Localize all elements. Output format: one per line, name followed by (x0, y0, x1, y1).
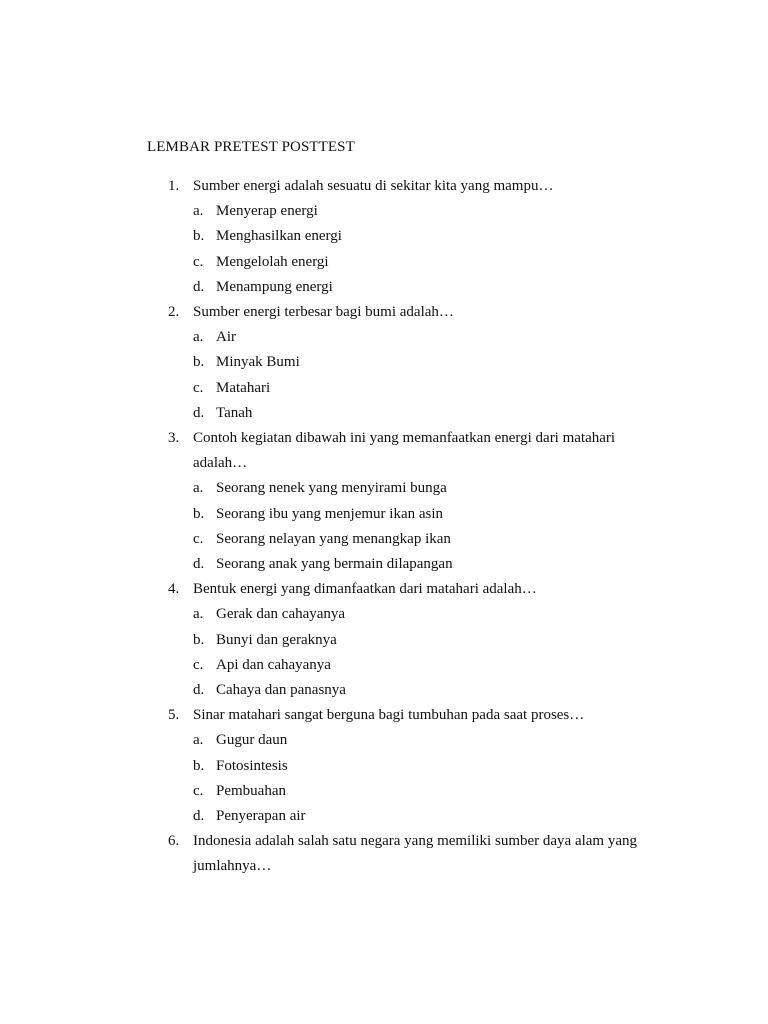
answer-option (0, 628, 768, 653)
option-letter: a. (193, 329, 204, 346)
option-list (0, 325, 768, 426)
option-letter: d. (193, 556, 205, 573)
question-item (0, 829, 768, 879)
answer-option (0, 401, 768, 426)
option-text: Menghasilkan energi (216, 228, 342, 245)
option-letter: c. (193, 253, 204, 270)
option-letter: b. (193, 631, 205, 648)
option-text: Seorang nelayan yang menangkap ikan (216, 530, 451, 547)
question-item (0, 174, 768, 300)
option-text: Gerak dan cahayanya (216, 606, 346, 623)
question-number: 5. (168, 707, 180, 724)
option-letter: d. (193, 682, 205, 699)
question-line (0, 577, 768, 602)
answer-option (0, 476, 768, 501)
question-number: 4. (168, 581, 180, 598)
question-number: 6. (168, 833, 180, 850)
question-text: Sumber energi adalah sesuatu di sekitar kita yang mampu… (193, 178, 554, 194)
question-number: 2. (168, 304, 180, 321)
option-text: Menyerap energi (216, 203, 318, 220)
option-letter: d. (193, 808, 205, 825)
option-letter: a. (193, 732, 204, 749)
option-letter: c. (193, 379, 204, 396)
question-item (0, 426, 768, 577)
question-item (0, 300, 768, 426)
option-text: Bunyi dan geraknya (216, 631, 337, 648)
option-letter: a. (193, 480, 204, 497)
question-text: Sumber energi terbesar bagi bumi adalah… (193, 304, 454, 321)
question-list (0, 174, 768, 880)
answer-option (0, 678, 768, 703)
answer-option (0, 199, 768, 224)
option-letter: c. (193, 782, 204, 799)
question-line (0, 300, 768, 325)
question-line (0, 829, 768, 879)
answer-option (0, 325, 768, 350)
option-letter: b. (193, 228, 205, 245)
answer-option (0, 552, 768, 577)
question-text: Contoh kegiatan dibawah ini yang memanfaatkan energi dari matahari adalah… (193, 430, 616, 472)
answer-option (0, 275, 768, 300)
answer-option (0, 376, 768, 401)
question-line (0, 703, 768, 728)
question-item (0, 703, 768, 829)
answer-option (0, 224, 768, 249)
question-number: 1. (168, 178, 180, 194)
option-letter: c. (193, 656, 204, 673)
option-list (0, 602, 768, 703)
option-text: Seorang nenek yang menyirami bunga (216, 480, 447, 497)
option-text: Penyerapan air (216, 808, 306, 825)
option-text: Gugur daun (216, 732, 288, 749)
option-letter: d. (193, 278, 205, 295)
option-text: Pembuahan (216, 782, 286, 799)
option-text: Minyak Bumi (216, 354, 300, 371)
question-line (0, 174, 768, 199)
answer-option (0, 653, 768, 678)
option-letter: b. (193, 505, 205, 522)
option-text: Tanah (216, 404, 253, 421)
answer-option (0, 602, 768, 627)
question-line (0, 426, 768, 476)
answer-option (0, 502, 768, 527)
option-text: Api dan cahayanya (216, 656, 331, 673)
answer-option (0, 527, 768, 552)
answer-option (0, 779, 768, 804)
option-text: Seorang anak yang bermain dilapangan (216, 556, 453, 573)
answer-option (0, 250, 768, 275)
question-text: Indonesia adalah salah satu negara yang memiliki sumber daya alam yang jumlahnya… (193, 833, 638, 875)
option-text: Menampung energi (216, 278, 333, 295)
document-title: LEMBAR PRETEST POSTTEST (147, 139, 355, 155)
answer-option (0, 350, 768, 375)
option-list (0, 199, 768, 300)
question-text: Bentuk energi yang dimanfaatkan dari matahari adalah… (193, 581, 537, 598)
option-text: Matahari (216, 379, 271, 396)
option-letter: d. (193, 404, 205, 421)
option-text: Seorang ibu yang menjemur ikan asin (216, 505, 444, 522)
question-text: Sinar matahari sangat berguna bagi tumbuhan pada saat proses… (193, 707, 585, 724)
option-list (0, 476, 768, 577)
option-text: Fotosintesis (216, 757, 288, 774)
answer-option (0, 728, 768, 753)
option-text: Mengelolah energi (216, 253, 329, 270)
option-letter: a. (193, 606, 204, 623)
option-letter: b. (193, 757, 205, 774)
option-letter: b. (193, 354, 205, 371)
option-letter: c. (193, 530, 204, 547)
option-text: Cahaya dan panasnya (216, 682, 346, 699)
option-text: Air (216, 329, 236, 346)
option-list (0, 728, 768, 829)
option-letter: a. (193, 203, 204, 220)
answer-option (0, 804, 768, 829)
answer-option (0, 754, 768, 779)
question-number: 3. (168, 430, 180, 447)
question-item (0, 577, 768, 703)
